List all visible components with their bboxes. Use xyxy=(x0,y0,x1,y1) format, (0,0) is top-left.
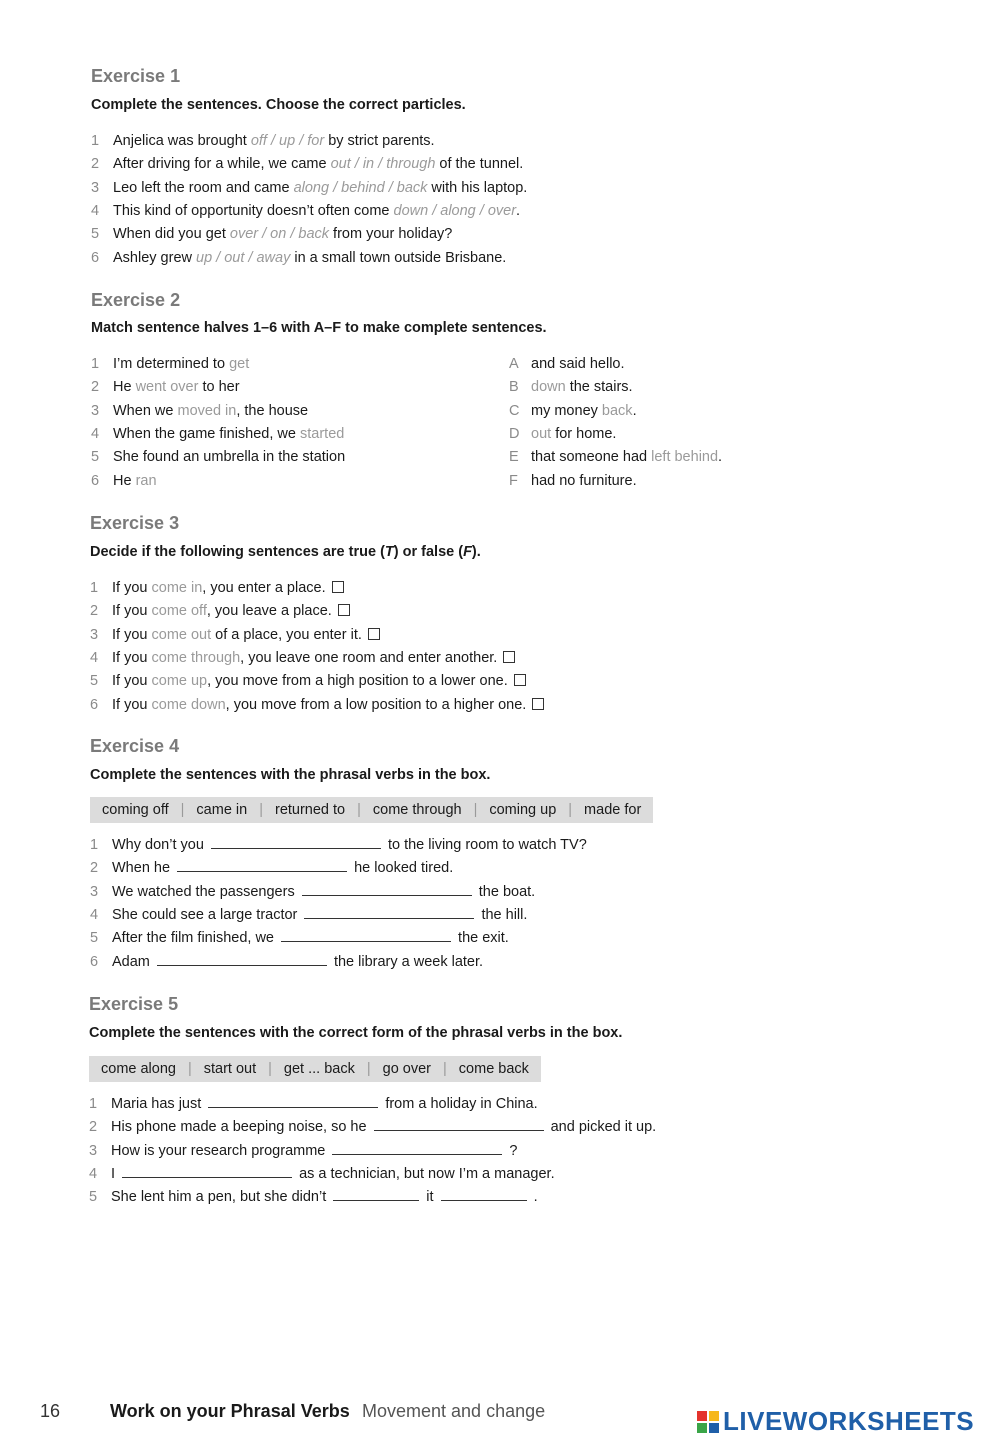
item-number: 4 xyxy=(91,425,100,442)
answer-blank[interactable] xyxy=(302,883,472,896)
exercise-title: Exercise 1 xyxy=(91,66,181,86)
sentence-end: in a small town outside Brisbane. xyxy=(290,249,507,266)
sentence-start: Anjelica was brought xyxy=(113,133,251,149)
particle-options[interactable]: off / up / for xyxy=(250,133,325,149)
phrasal-verb: come down xyxy=(151,696,226,713)
text-part: When we xyxy=(113,402,178,419)
phrasal-verb: out xyxy=(531,425,552,442)
separator: | xyxy=(259,802,263,818)
text-part: If you xyxy=(112,580,152,596)
item-number: 4 xyxy=(90,906,99,923)
answer-blank[interactable] xyxy=(122,1165,292,1178)
sentence-start: This kind of opportunity doesn’t often come xyxy=(113,202,394,219)
sentence-end: as a technician, but now I’m a manager. xyxy=(295,1165,555,1182)
separator: | xyxy=(268,1061,272,1077)
sentence-start: When did you get xyxy=(113,226,230,243)
true-false-item xyxy=(90,602,350,620)
text-part: If you xyxy=(112,626,152,643)
item-number: 2 xyxy=(91,379,100,396)
sentence-half xyxy=(509,355,625,373)
answer-checkbox[interactable] xyxy=(332,581,344,593)
answer-checkbox[interactable] xyxy=(338,604,350,616)
sentence-item xyxy=(91,249,506,267)
text-part: my money xyxy=(531,402,602,419)
exercise-title: Exercise 4 xyxy=(90,736,180,756)
text-part: If you xyxy=(112,673,152,690)
sentence-end: . xyxy=(529,1189,538,1206)
text-part: . xyxy=(632,402,637,419)
box-word[interactable]: came in xyxy=(196,802,248,818)
text-part: . xyxy=(718,449,723,466)
sentence-half xyxy=(91,402,308,420)
box-word[interactable]: get ... back xyxy=(283,1061,355,1077)
item-number: 5 xyxy=(90,930,99,947)
gap-fill-item xyxy=(89,1118,656,1136)
answer-checkbox[interactable] xyxy=(514,674,526,686)
sentence-start: Maria has just xyxy=(111,1096,206,1112)
item-number: 5 xyxy=(91,449,100,466)
particle-options[interactable]: up / out / away xyxy=(196,249,291,266)
gap-fill-item xyxy=(90,836,587,854)
sentence-end: the library a week later. xyxy=(329,953,484,970)
exercise-title: Exercise 2 xyxy=(91,290,181,310)
book-title: Work on your Phrasal Verbs xyxy=(110,1401,350,1421)
text-part: She found an umbrella in the station xyxy=(113,449,346,466)
sentence-start: When he xyxy=(112,860,175,877)
exercise-instruction: Complete the sentences with the phrasal verbs in the box. xyxy=(90,767,491,783)
sentence-item xyxy=(91,132,435,150)
phrasal-verb: back xyxy=(601,402,633,419)
item-letter: B xyxy=(509,379,519,396)
item-number: 1 xyxy=(90,580,99,596)
sentence-half xyxy=(509,472,637,490)
box-word[interactable]: start out xyxy=(203,1061,257,1077)
answer-blank[interactable] xyxy=(177,859,347,872)
separator: | xyxy=(443,1061,447,1077)
item-number: 4 xyxy=(90,649,99,666)
gap-fill-item xyxy=(89,1188,538,1206)
exercise-title: Exercise 5 xyxy=(89,994,179,1014)
sentence-end: ? xyxy=(505,1142,518,1159)
phrasal-verb: left behind xyxy=(651,449,719,466)
gap-fill-item xyxy=(90,883,535,901)
sentence-middle: it xyxy=(422,1189,438,1206)
sentence-half xyxy=(509,425,616,443)
text-part: , you leave one room and enter another. xyxy=(240,649,498,666)
sentence-start: Why don’t you xyxy=(112,837,208,853)
sentence-end: the boat. xyxy=(474,883,536,900)
particle-options[interactable]: over / on / back xyxy=(229,226,330,243)
text-part: , you enter a place. xyxy=(202,580,326,596)
sentence-item xyxy=(91,202,520,220)
sentence-start: After driving for a while, we came xyxy=(113,156,331,173)
sentence-start: How is your research programme xyxy=(111,1142,330,1159)
item-number: 3 xyxy=(91,179,100,196)
text-part: had no furniture. xyxy=(531,472,637,489)
phrasal-verb: down xyxy=(531,379,566,396)
exercise-instruction: Match sentence halves 1–6 with A–F to make complete sentences. xyxy=(91,320,547,336)
item-number: 1 xyxy=(91,356,100,372)
text-part: He xyxy=(113,472,136,489)
item-number: 2 xyxy=(90,603,99,620)
item-number: 4 xyxy=(91,202,100,219)
sentence-start: We watched the passengers xyxy=(112,883,299,900)
phrasal-verb: ran xyxy=(135,472,157,489)
sentence-half xyxy=(509,402,637,420)
gap-fill-item xyxy=(90,906,527,924)
sentence-start: I xyxy=(111,1165,120,1182)
liveworksheets-logo[interactable] xyxy=(697,1406,974,1437)
text-part: the stairs. xyxy=(565,379,633,396)
particle-options[interactable]: along / behind / back xyxy=(293,179,428,196)
separator: | xyxy=(366,1061,371,1077)
answer-blank[interactable] xyxy=(374,1118,544,1131)
answer-blank[interactable] xyxy=(304,906,474,919)
page-number: 16 xyxy=(40,1401,61,1421)
answer-blank[interactable] xyxy=(333,1188,419,1201)
item-number: 3 xyxy=(90,626,99,643)
box-word[interactable]: come through xyxy=(372,802,462,818)
item-letter: F xyxy=(509,472,518,489)
text-part: He xyxy=(113,379,136,396)
answer-blank[interactable] xyxy=(441,1188,527,1201)
unit-title: Movement and change xyxy=(362,1401,546,1421)
sentence-half xyxy=(91,355,249,373)
item-number: 1 xyxy=(89,1096,98,1112)
separator: | xyxy=(187,1061,192,1077)
phrasal-verb: get xyxy=(229,356,250,372)
exercise-instruction: Complete the sentences. Choose the correct particles. xyxy=(91,97,466,113)
item-number: 3 xyxy=(89,1142,98,1159)
item-number: 3 xyxy=(91,402,100,419)
sentence-end: to the living room to watch TV? xyxy=(383,837,587,853)
text-part: , you leave a place. xyxy=(206,603,332,620)
exercise-title: Exercise 3 xyxy=(90,513,180,533)
item-number: 6 xyxy=(90,953,99,970)
item-number: 3 xyxy=(90,883,99,900)
sentence-item xyxy=(91,225,452,243)
sentence-start: His phone made a beeping noise, so he xyxy=(111,1119,371,1136)
sentence-end: the exit. xyxy=(454,930,509,947)
sentence-end: the hill. xyxy=(477,906,528,923)
answer-checkbox[interactable] xyxy=(368,628,380,640)
text-part: to her xyxy=(198,379,240,396)
answer-blank[interactable] xyxy=(157,953,327,966)
gap-fill-item xyxy=(89,1095,538,1113)
sentence-end: from a holiday in China. xyxy=(381,1096,538,1112)
box-word[interactable]: made for xyxy=(584,802,642,818)
text-part: that someone had xyxy=(531,449,652,466)
separator: | xyxy=(473,802,478,818)
phrasal-verb: come up xyxy=(151,673,208,690)
particle-options[interactable]: out / in / through xyxy=(330,156,436,173)
gap-fill-item xyxy=(90,929,509,947)
item-letter: A xyxy=(509,356,519,372)
particle-options[interactable]: down / along / over xyxy=(393,202,517,219)
sentence-item xyxy=(91,155,523,173)
text-part: , you move from a high position to a lower one. xyxy=(207,673,508,690)
item-number: 1 xyxy=(91,133,100,149)
answer-blank[interactable] xyxy=(281,929,451,942)
separator: | xyxy=(357,802,361,818)
sentence-start: She lent him a pen, but she didn’t xyxy=(111,1189,331,1206)
true-false-item xyxy=(90,579,344,597)
item-number: 6 xyxy=(91,249,100,266)
separator: | xyxy=(180,802,185,818)
item-letter: C xyxy=(509,402,520,419)
sentence-half xyxy=(91,472,157,490)
sentence-end: and picked it up. xyxy=(546,1119,657,1136)
item-number: 2 xyxy=(91,156,100,173)
sentence-end: by strict parents. xyxy=(324,133,435,149)
box-word[interactable]: go over xyxy=(382,1061,432,1077)
phrasal-verb: moved in xyxy=(177,402,237,419)
text-part: , the house xyxy=(236,402,309,419)
box-word[interactable]: come along xyxy=(101,1061,176,1077)
item-number: 6 xyxy=(90,696,99,713)
text-part: If you xyxy=(112,696,152,713)
text-part: If you xyxy=(112,603,152,620)
answer-checkbox[interactable] xyxy=(532,698,544,710)
gap-fill-item xyxy=(89,1142,517,1160)
sentence-start: She could see a large tractor xyxy=(112,906,302,923)
item-number: 5 xyxy=(91,226,100,243)
true-false-item xyxy=(90,672,526,690)
phrasal-verb: come out xyxy=(151,626,212,643)
gap-fill-item xyxy=(90,953,483,971)
box-word[interactable]: coming off xyxy=(102,802,169,818)
phrasal-verb: come through xyxy=(151,649,241,666)
exercise-instruction: Decide if the following sentences are true (T) or false (F). xyxy=(90,544,481,560)
box-word[interactable]: returned to xyxy=(274,802,346,818)
exercise-instruction: Complete the sentences with the correct form of the phrasal verbs in the box. xyxy=(89,1025,623,1041)
item-number: 4 xyxy=(89,1165,98,1182)
sentence-item xyxy=(91,179,527,197)
sentence-start: Leo left the room and came xyxy=(113,179,294,196)
item-number: 5 xyxy=(90,673,99,690)
text-part: I’m determined to xyxy=(113,356,230,372)
item-number: 2 xyxy=(90,860,99,877)
text-part: If you xyxy=(112,649,152,666)
true-false-item xyxy=(90,626,380,644)
phrasal-verb: come off xyxy=(151,603,207,620)
separator: | xyxy=(568,802,573,818)
text-part: for home. xyxy=(551,425,617,442)
text-part: of a place, you enter it. xyxy=(211,626,362,643)
answer-blank[interactable] xyxy=(208,1095,378,1108)
sentence-half xyxy=(509,448,722,466)
sentence-half xyxy=(91,378,240,396)
sentence-half xyxy=(509,378,633,396)
true-false-item xyxy=(90,696,544,714)
text-part: and said hello. xyxy=(531,356,625,372)
box-word[interactable]: come back xyxy=(458,1061,529,1077)
sentence-half xyxy=(91,448,345,466)
answer-blank[interactable] xyxy=(211,836,381,849)
sentence-start: Ashley grew xyxy=(113,249,197,266)
item-number: 5 xyxy=(89,1189,98,1206)
item-letter: D xyxy=(509,425,520,442)
gap-fill-item xyxy=(90,859,453,877)
sentence-end: he looked tired. xyxy=(350,860,454,877)
gap-fill-item xyxy=(89,1165,555,1183)
item-letter: E xyxy=(509,449,519,466)
sentence-end: from your holiday? xyxy=(329,226,453,243)
logo-icon xyxy=(697,1411,719,1433)
item-number: 1 xyxy=(90,837,99,853)
phrasal-verb: started xyxy=(300,425,345,442)
sentence-end: . xyxy=(516,202,521,219)
word-box xyxy=(89,1056,541,1082)
sentence-half xyxy=(91,425,344,443)
logo-text: LIVEWORKSHEETS xyxy=(723,1406,975,1436)
sentence-end: of the tunnel. xyxy=(435,156,524,173)
sentence-start: After the film finished, we xyxy=(112,930,279,947)
word-box xyxy=(90,797,653,823)
item-number: 2 xyxy=(89,1119,98,1136)
sentence-end: with his laptop. xyxy=(427,179,528,196)
text-part: , you move from a low position to a higher one. xyxy=(225,696,527,713)
box-word[interactable]: coming up xyxy=(489,802,557,818)
phrasal-verb: went over xyxy=(135,379,199,396)
answer-checkbox[interactable] xyxy=(503,651,515,663)
phrasal-verb: come in xyxy=(151,580,203,596)
sentence-start: Adam xyxy=(112,953,154,970)
item-number: 6 xyxy=(91,472,100,489)
answer-blank[interactable] xyxy=(332,1142,502,1155)
true-false-item xyxy=(90,649,515,667)
text-part: When the game finished, we xyxy=(113,425,300,442)
